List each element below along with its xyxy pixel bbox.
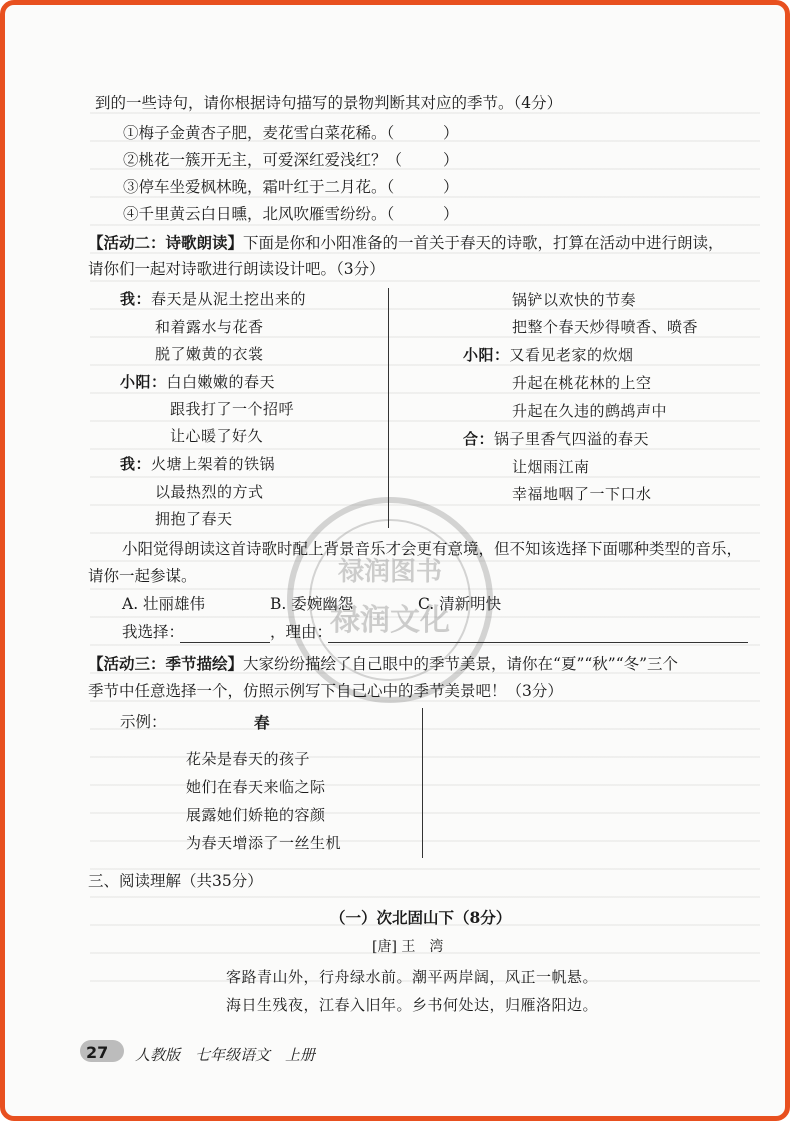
activity3-text2: 季节中任意选择一个，仿照示例写下自己心中的季节美景吧！（3分） xyxy=(88,682,563,700)
choice-blank[interactable] xyxy=(180,642,270,643)
watermark-bottom-text: 禄润文化 xyxy=(330,603,450,638)
example-title: 春 xyxy=(254,713,270,732)
example-divider xyxy=(422,708,423,858)
watermark-top-text: 禄润图书 xyxy=(337,557,443,587)
poem-line: 又看见老家的炊烟 xyxy=(509,346,634,364)
activity3-label: 【活动三：季节描绘】 xyxy=(88,654,244,673)
poem-left-line-9: 拥抱了春天 xyxy=(155,510,233,528)
speaker-label: 我： xyxy=(120,455,152,473)
activity2-text2: 请你们一起对诗歌进行朗读设计吧。（3分） xyxy=(88,260,385,278)
footer-book-info: 人教版 七年级语文 上册 xyxy=(135,1046,316,1064)
poem-left-line-6: 让心暖了好久 xyxy=(170,427,264,445)
poem-line: 春天是从泥土挖出来的 xyxy=(151,290,307,308)
reason-label: ，理由： xyxy=(270,623,333,641)
poem-right-line-6 xyxy=(463,432,649,447)
classic-poem-line-1: 客路青山外，行舟绿水前。潮平两岸阔，风正一帆悬。 xyxy=(226,968,599,986)
poem-right-line-8: 幸福地咽了一下口水 xyxy=(512,485,652,503)
example-label: 示例： xyxy=(120,713,167,731)
poem-author: [唐] 王 湾 xyxy=(372,939,444,955)
question-4-close: ） xyxy=(443,205,459,223)
poem-divider xyxy=(388,288,389,528)
question-2: ②桃花一簇开无主，可爱深红爱浅红？（ xyxy=(123,151,403,169)
poem-left-line-5: 跟我打了一个招呼 xyxy=(170,400,295,418)
question-4: ④千里黄云白日曛，北风吹雁雪纷纷。（ xyxy=(123,205,395,223)
option-a: A. 壮丽雄伟 xyxy=(122,595,206,613)
activity2-label: 【活动二：诗歌朗读】 xyxy=(88,233,244,252)
poem-right-line-4: 升起在桃花林的上空 xyxy=(512,374,652,392)
poem-left-line-3: 脱了嫩黄的衣裳 xyxy=(155,345,264,363)
example-line-2: 她们在春天来临之际 xyxy=(186,778,326,796)
option-c: C. 清新明快 xyxy=(418,595,502,613)
reason-blank[interactable] xyxy=(328,642,748,643)
poem-left-line-8: 以最热烈的方式 xyxy=(155,483,264,501)
poem-right-line-1: 锅铲以欢快的节奏 xyxy=(512,291,637,309)
activity3-heading xyxy=(88,656,678,673)
activity2-text: 下面是你和小阳准备的一首关于春天的诗歌，打算在活动中进行朗读， xyxy=(243,234,724,252)
question-1: ①梅子金黄杏子肥，麦花雪白菜花稀。（ xyxy=(123,124,395,142)
poem-left-line-4 xyxy=(120,375,275,390)
music-question-1: 小阳觉得朗读这首诗歌时配上背景音乐才会更有意境，但不知该选择下面哪种类型的音乐， xyxy=(122,540,743,558)
poem-right-line-5: 升起在久违的鹧鸪声中 xyxy=(512,402,668,420)
page-number: 27 xyxy=(86,1043,109,1062)
music-question-2: 请你一起参谋。 xyxy=(88,567,197,585)
activity3-text: 大家纷纷描绘了自己眼中的季节美景，请你在“夏”“秋”“冬”三个 xyxy=(243,655,679,673)
speaker-label: 我： xyxy=(120,290,152,308)
question-1-close: ） xyxy=(443,124,459,142)
poem-right-line-2: 把整个春天炒得喷香、喷香 xyxy=(512,318,699,336)
poem-line: 火塘上架着的铁锅 xyxy=(151,455,276,473)
poem-left-line-1 xyxy=(120,292,306,307)
example-line-3: 展露她们娇艳的容颜 xyxy=(186,806,326,824)
poem-title: （一）次北固山下（8分） xyxy=(330,908,512,927)
poem-line: 锅子里香气四溢的春天 xyxy=(494,430,650,448)
poem-left-line-2: 和着露水与花香 xyxy=(155,318,264,336)
option-b: B. 委婉幽怨 xyxy=(270,595,354,613)
poem-right-line-7: 让烟雨江南 xyxy=(512,458,590,476)
speaker-label: 小阳： xyxy=(120,373,167,391)
speaker-label: 合： xyxy=(463,430,495,448)
poem-left-line-7 xyxy=(120,457,275,472)
question-3: ③停车坐爱枫林晚，霜叶红于二月花。（ xyxy=(123,178,395,196)
question-2-close: ） xyxy=(443,151,459,169)
choose-label: 我选择： xyxy=(122,623,185,641)
example-line-1: 花朵是春天的孩子 xyxy=(186,750,311,768)
section3-heading: 三、阅读理解（共35分） xyxy=(88,872,263,890)
example-line-4: 为春天增添了一丝生机 xyxy=(186,834,342,852)
classic-poem-line-2: 海日生残夜，江春入旧年。乡书何处达，归雁洛阳边。 xyxy=(226,996,599,1014)
question-3-close: ） xyxy=(443,178,459,196)
activity2-heading xyxy=(88,235,724,252)
speaker-label: 小阳： xyxy=(463,346,510,364)
poem-line: 白白嫩嫩的春天 xyxy=(166,373,276,391)
intro-line: 到的一些诗句，请你根据诗句描写的景物判断其对应的季节。（4分） xyxy=(95,94,563,112)
poem-right-line-3 xyxy=(463,348,634,363)
